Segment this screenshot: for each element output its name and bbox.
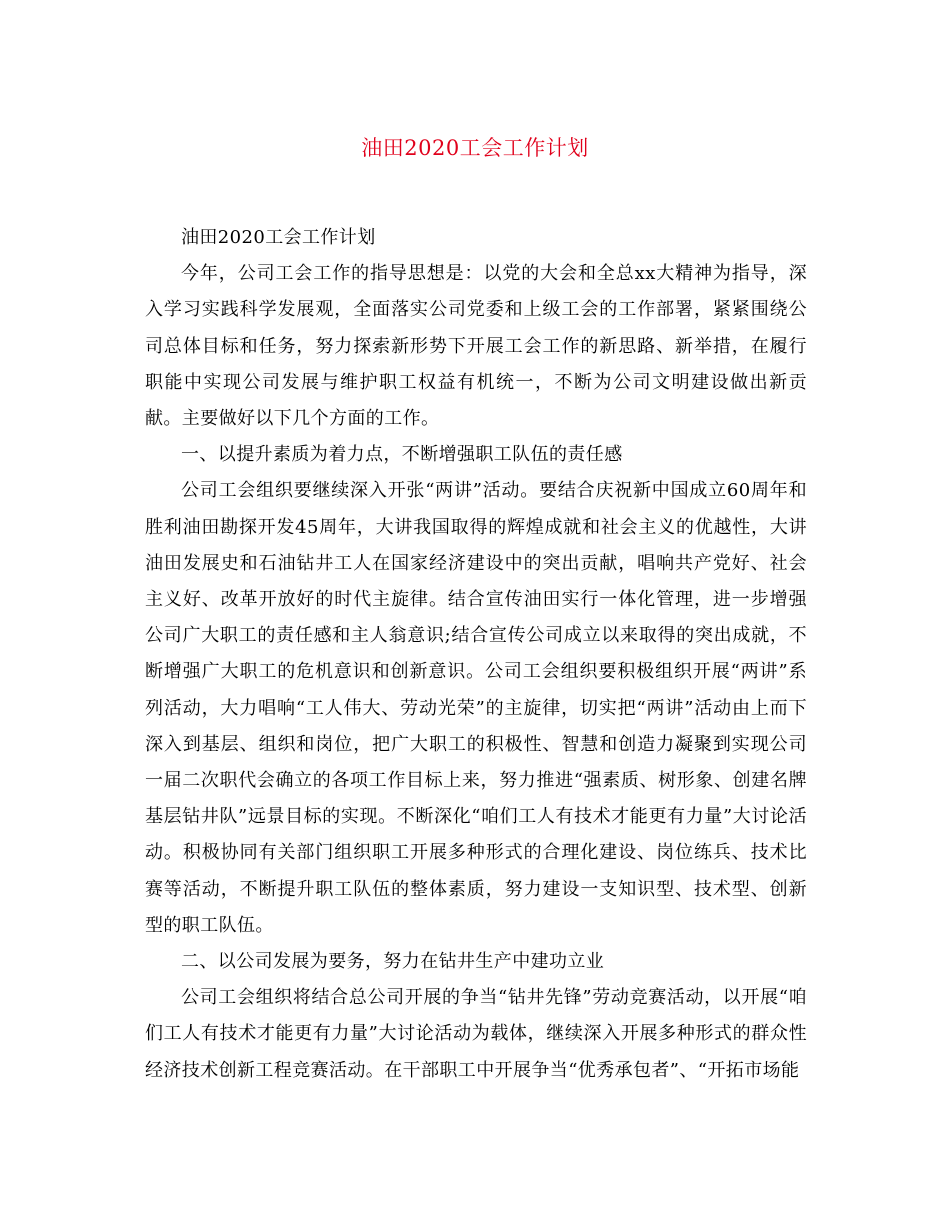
section-heading-1: 一、以提升素质为着力点，不断增强职工队伍的责任感 (181, 444, 623, 466)
document-body (145, 220, 807, 1089)
paragraph-section-1: 公司工会组织要继续深入开张“两讲”活动。要结合庆祝新中国成立60周年和胜利油田勘探开发45周年，大讲我国取得的辉煌成就和社会主义的优越性，大讲油田发展史和石油钻井工人在国家经济建设中的突出贡献，唱响共产党好、社会主义好、改革开放好的时代主旋律。结合宣传油田实行一体化管理，进一步增强公司广大职工的责任感和主人翁意识;结合宣传公司成立以来取得的突出成就，不断增强广大职工的危机意识和创新意识。公司工会组织要积极组织开展“两讲”系列活动，大力唱响“工人伟大、劳动光荣”的主旋律，切实把“两讲”活动由上而下深入到基层、组织和岗位，把广大职工的积极性、智慧和创造力凝聚到实现公司一届二次职代会确立的各项工作目标上来，努力推进“强素质、树形象、创建名牌基层钻井队”远景目标的实现。不断深化“咱们工人有技术才能更有力量”大讨论活动。积极协同有关部门组织职工开展多种形式的合理化建设、岗位练兵、技术比赛等活动，不断提升职工队伍的整体素质，努力建设一支知识型、技术型、创新型的职工队伍。 (145, 480, 807, 936)
section-heading-2: 二、以公司发展为要务，努力在钻井生产中建功立业 (181, 951, 605, 973)
paragraph-guiding-idea: 今年，公司工会工作的指导思想是：以党的大会和全总xx大精神为指导，深入学习实践科学发展观，全面落实公司党委和上级工会的工作部署，紧紧围绕公司总体目标和任务，努力探索新形势下开展工会工作的新思路、新举措，在履行职能中实现公司发展与维护职工权益有机统一，不断为公司文明建设做出新贡献。主要做好以下几个方面的工作。 (145, 263, 807, 430)
paragraph-subtitle: 油田2020工会工作计划 (181, 227, 376, 248)
paragraph-section-2: 公司工会组织将结合总公司开展的争当“钻井先锋”劳动竞赛活动，以开展“咱们工人有技术才能更有力量”大讨论活动为载体，继续深入开展多种形式的群众性经济技术创新工程竞赛活动。在干部职工中开展争当“优秀承包者”、“开拓市场能 (145, 987, 807, 1081)
document-title: 油田2020工会工作计划 (361, 136, 589, 160)
